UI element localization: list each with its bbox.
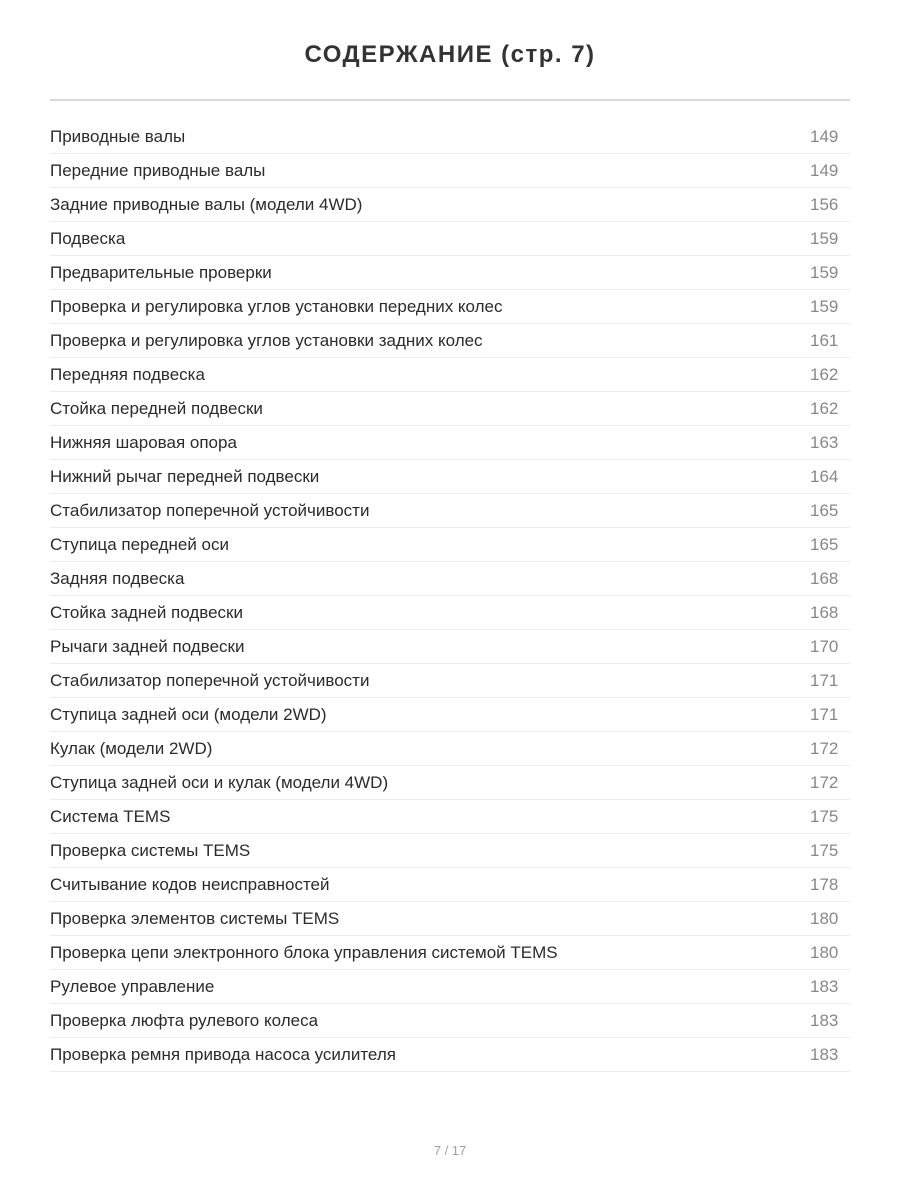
toc-entry[interactable]: [50, 596, 850, 630]
table-of-contents: [50, 120, 850, 1072]
toc-entry[interactable]: [50, 868, 850, 902]
toc-entry-page: 161: [810, 330, 839, 350]
toc-entry[interactable]: [50, 222, 850, 256]
toc-entry-page: 165: [810, 534, 839, 554]
toc-entry-page: 178: [810, 874, 839, 894]
toc-entry-title: Задние приводные валы (модели 4WD): [50, 194, 363, 214]
toc-entry-page: 180: [810, 942, 839, 962]
toc-entry[interactable]: [50, 290, 850, 324]
toc-entry-title: Стойка передней подвески: [50, 398, 263, 418]
toc-entry-page: 149: [810, 126, 839, 146]
toc-entry-page: 183: [810, 1010, 839, 1030]
toc-entry-page: 170: [810, 636, 839, 656]
toc-entry[interactable]: [50, 630, 850, 664]
toc-entry-page: 180: [810, 908, 839, 928]
toc-entry-page: 183: [810, 976, 839, 996]
toc-entry[interactable]: [50, 970, 850, 1004]
toc-entry-title: Проверка системы TEMS: [50, 840, 251, 860]
toc-entry-page: 175: [810, 840, 839, 860]
toc-entry-page: 149: [810, 160, 839, 180]
toc-entry[interactable]: [50, 358, 850, 392]
toc-entry[interactable]: [50, 528, 850, 562]
toc-entry-title: Приводные валы: [50, 126, 186, 146]
toc-entry[interactable]: [50, 562, 850, 596]
toc-entry-page: 172: [810, 738, 839, 758]
toc-entry-title: Предварительные проверки: [50, 262, 272, 282]
toc-entry-page: 175: [810, 806, 839, 826]
toc-entry-page: 165: [810, 500, 839, 520]
title-divider: [50, 99, 850, 101]
toc-entry[interactable]: [50, 766, 850, 800]
toc-entry-page: 168: [810, 568, 839, 588]
toc-entry-title: Нижняя шаровая опора: [50, 432, 237, 452]
toc-entry-title: Стойка задней подвески: [50, 602, 243, 622]
toc-entry-page: 162: [810, 364, 839, 384]
toc-entry-page: 168: [810, 602, 839, 622]
toc-entry[interactable]: [50, 834, 850, 868]
toc-entry[interactable]: [50, 902, 850, 936]
toc-entry-page: 162: [810, 398, 839, 418]
toc-entry-title: Ступица передней оси: [50, 534, 229, 554]
toc-entry-title: Рычаги задней подвески: [50, 636, 245, 656]
toc-entry[interactable]: [50, 800, 850, 834]
page-counter: 7 / 17: [433, 1143, 467, 1158]
toc-entry-page: 172: [810, 772, 839, 792]
toc-entry-page: 163: [810, 432, 839, 452]
toc-entry-page: 159: [810, 262, 839, 282]
toc-entry[interactable]: [50, 256, 850, 290]
toc-entry-page: 171: [810, 704, 839, 724]
toc-entry-page: 159: [810, 296, 839, 316]
toc-entry-title: Подвеска: [50, 228, 126, 248]
toc-entry[interactable]: [50, 698, 850, 732]
toc-entry-title: Считывание кодов неисправностей: [50, 874, 330, 894]
toc-entry[interactable]: [50, 494, 850, 528]
toc-entry-title: Задняя подвеска: [50, 568, 185, 588]
toc-entry-title: Кулак (модели 2WD): [50, 738, 213, 758]
toc-entry-title: Рулевое управление: [50, 976, 215, 996]
toc-entry[interactable]: [50, 324, 850, 358]
toc-entry[interactable]: [50, 188, 850, 222]
toc-entry[interactable]: [50, 460, 850, 494]
page-title: СОДЕРЖАНИЕ (стр. 7): [304, 41, 596, 68]
toc-entry-title: Стабилизатор поперечной устойчивости: [50, 670, 370, 690]
toc-entry-title: Нижний рычаг передней подвески: [50, 466, 320, 486]
toc-entry-title: Передние приводные валы: [50, 160, 266, 180]
toc-entry[interactable]: [50, 1038, 850, 1072]
toc-entry-page: 159: [810, 228, 839, 248]
toc-entry-title: Проверка цепи электронного блока управления системой TEMS: [50, 942, 558, 962]
toc-entry[interactable]: [50, 120, 850, 154]
toc-entry-page: 156: [810, 194, 839, 214]
toc-entry-title: Стабилизатор поперечной устойчивости: [50, 500, 370, 520]
toc-entry-page: 164: [810, 466, 839, 486]
toc-entry[interactable]: [50, 392, 850, 426]
toc-entry-title: Проверка и регулировка углов установки передних колес: [50, 296, 503, 316]
toc-entry-title: Проверка и регулировка углов установки задних колес: [50, 330, 483, 350]
toc-entry[interactable]: [50, 1004, 850, 1038]
toc-entry-title: Ступица задней оси и кулак (модели 4WD): [50, 772, 389, 792]
toc-entry[interactable]: [50, 936, 850, 970]
toc-entry[interactable]: [50, 154, 850, 188]
toc-entry-title: Проверка элементов системы TEMS: [50, 908, 340, 928]
toc-entry-page: 183: [810, 1044, 839, 1064]
toc-entry[interactable]: [50, 732, 850, 766]
toc-entry-title: Система TEMS: [50, 806, 171, 826]
toc-entry-title: Проверка люфта рулевого колеса: [50, 1010, 319, 1030]
toc-entry-page: 171: [810, 670, 839, 690]
toc-entry[interactable]: [50, 664, 850, 698]
toc-entry-title: Ступица задней оси (модели 2WD): [50, 704, 327, 724]
toc-entry-title: Передняя подвеска: [50, 364, 205, 384]
toc-entry-title: Проверка ремня привода насоса усилителя: [50, 1044, 396, 1064]
toc-entry[interactable]: [50, 426, 850, 460]
